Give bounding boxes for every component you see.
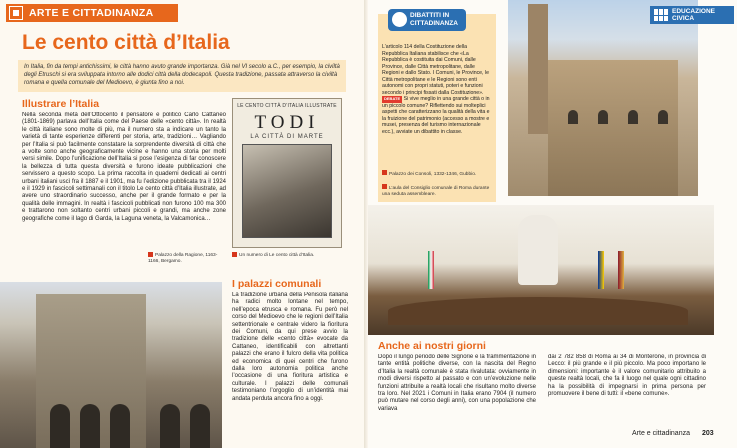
chat-bubble-icon	[392, 12, 407, 27]
book-header: LE CENTO CITTÀ D’ITALIA ILLUSTRATE	[237, 103, 337, 109]
debate-label: DEBATE	[384, 96, 401, 101]
window	[658, 110, 668, 124]
grid-icon	[654, 9, 668, 21]
arch	[50, 404, 70, 448]
eu-flag	[598, 251, 604, 289]
body-anche-left: Dopo il lungo periodo delle Signorie e la frammentazione in tante entità politiche diverse, con la nascita del Regno d’Italia la realtà comunale è stata rivalutata: ovviamente in modi diversi rispetto al passato e con un’evoluzione nelle funzioni attribuite a realtà locali che risultano molto diverse tra loro. Nel 2021 i Comuni in Italia erano 7904 (il numero può mutare nel corso degli anni), con una popolazione che variava	[378, 354, 536, 412]
heading-anche: Anche ai nostri giorni	[378, 340, 486, 352]
dibattiti-text: L’articolo 114 della Costituzione della Repubblica Italiana stabilisce che «La Repubblica è costituita dai Comuni, dalle Province, dalle Città metropolitane, dalle Regioni e dallo Stato. I Comuni, le Province, le Città metropolitane e le Regioni sono enti autonomi con propri statuti, poteri e funzioni secondo i principi fissati dalla Costituzione». DEBATE Si vive meglio in una grande città o in un piccolo comune? Riflettendo sui molteplici aspetti che caratterizzano la qualità della vita e la fruizione del patrimonio (accesso a mostre e musei, presenza del turismo internazionale ecc.), avviate un dibattito in classe.	[382, 44, 490, 135]
arch	[190, 404, 210, 448]
book-city: TODI	[254, 112, 320, 133]
italian-flag	[428, 251, 434, 289]
caption-square-icon	[382, 170, 387, 175]
caption-photo: Palazzo della Ragione, 1163-1166, Bergamo.	[148, 252, 218, 264]
caption-book: Un numero di Le cento città d’Italia.	[232, 252, 352, 259]
book-cover-image	[232, 98, 342, 248]
body-anche-right: dai 2 782 858 di Roma ai 34 di Monterone, in provincia di Lecco: il più grande e il più piccolo. Ma poco importano le dimensioni: importante è il valore comunitario attribuito a queste realtà locali, che fa il luogo nel quale ogni cittadino ha la possibilità di impegnarsi in prima persona per promuovere il bene di tutti: il «bene comune».	[548, 354, 706, 398]
caption-consoli: Palazzo dei Consoli, 1332-1346, Gubbio.	[382, 170, 492, 178]
caption-square-icon	[232, 252, 237, 257]
palazzo-ragione-photo	[0, 282, 222, 448]
palace-facade	[548, 60, 678, 196]
section-badge	[6, 4, 178, 22]
book-subtitle: LA CITTÀ DI MARTE	[250, 134, 324, 140]
arch	[160, 404, 180, 448]
council-benches	[388, 297, 688, 325]
arch	[80, 404, 100, 448]
left-page	[0, 0, 368, 448]
window	[628, 110, 638, 124]
section-label: ARTE E CITTADINANZA	[29, 7, 154, 19]
caption-square-icon	[382, 184, 387, 189]
page-number: 203	[702, 430, 714, 437]
palazzo-consoli-photo	[508, 0, 698, 196]
page-title: Le cento città d’Italia	[22, 31, 230, 54]
intro-box: In Italia, fin da tempi antichissimi, le città hanno avuto grande importanza. Già nel VI secolo a.C., per esempio, la civiltà degli Etruschi si era sviluppata intorno alle dodici città della dodecapoli. Questa tradizione, passata attraverso la civiltà romana e quella comunale del Medioevo, è giunta fino a noi.	[18, 60, 346, 92]
heading-palazzi: I palazzi comunali	[232, 278, 322, 290]
body-illustrare: Nella seconda metà dell’Ottocento il pensatore e politico Carlo Cattaneo (1801-1869) parlava dell’Italia come del Paese delle «cento città». In realtà le città italiane sono molte di più, ma il numero sta a indicare un tanto la varietà di tante esperienze differenti per storia, arte, tradizioni… Vagliando per l’Italia si può facilmente constatare la sorprendente diversità di città che a volte sono anche geograficamente vicine e hanno una storia per molti versi simile. Dopo l’unificazione dell’Italia si pose l’esigenza di far conoscere la bellezza di tutta questa diversità e furono ideate pubblicazioni che servissero a questo scopo. La prima raccolta in quaderni dedicati ai centri urbani italiani uscì fra il 1887 e il 1901, ma fu l’edizione pubblicata tra il 1924 e il 1929 in fascicoli settimanali con il titolo Le cento città d’Italia illustrate, ad avere uno straordinario successo, anche per il grande formato e per la qualità delle immagini. In realtà i fascicoli pubblicati non furono 100 ma 300 e trattarono non soltanto centri urbani piccoli e grandi, ma anche zone geografiche come il lago di Garda, la Laguna veneta, la Valcamonica…	[22, 112, 226, 222]
caption-square-icon	[148, 252, 153, 257]
footer-label: Arte e cittadinanza	[632, 430, 690, 437]
heading-illustrare: Illustrare l’Italia	[22, 98, 100, 110]
window	[598, 110, 608, 124]
rome-flag	[618, 251, 624, 289]
educazione-civica-tag: EDUCAZIONE CIVICA	[650, 6, 734, 24]
right-page	[368, 0, 737, 448]
aula-consiglio-photo	[368, 205, 714, 335]
window	[568, 110, 578, 124]
book-statue-picture	[242, 144, 332, 238]
dibattiti-badge: DIBATTITI IN CITTADINANZA	[388, 9, 466, 31]
section-square-icon	[9, 6, 23, 20]
body-palazzi: La tradizione urbana della Penisola italiana ha radici molto lontane nel tempo, nell’epoca etrusca e romana. Fu però nel corso del Medioevo che le regioni dell’Italia settentrionale e centrale videro la fioritura dei Comuni, da qui prese avvio la tradizione delle «cento città» evocate da Cattaneo, identificabili con altrettanti palazzi che erano il fulcro della vita politica ed economica di quei centri che furono dalla loro autonomia politica anche l’occasione di una fioritura artistica e culturale. I palazzi delle comunali testimoniano l’orgoglio di un’identità mai andata perduta ancora fino a oggi.	[232, 292, 348, 402]
arch	[110, 404, 130, 448]
caption-aula: L’aula del Consiglio comunale di Roma durante una seduta assembleare.	[382, 186, 490, 197]
statue	[518, 215, 558, 285]
bell-tower	[528, 4, 548, 134]
